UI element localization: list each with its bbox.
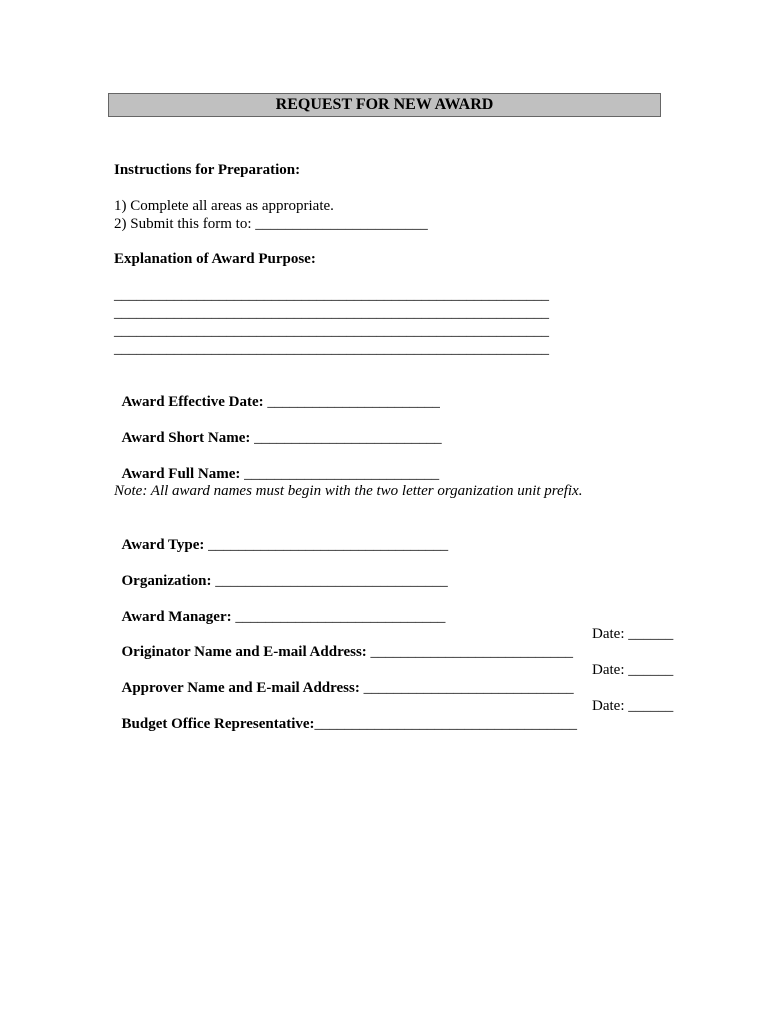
budget-label: Budget Office Representative: (121, 716, 315, 732)
organization-label: Organization: (121, 573, 212, 589)
purpose-line-3: __________________________________________________________ (114, 323, 549, 339)
approver-date: Date: ______ (592, 662, 674, 678)
approver-row (114, 661, 574, 697)
originator-label: Originator Name and E-mail Address: (121, 644, 367, 660)
budget-date: Date: ______ (592, 698, 674, 714)
budget-blank: ___________________________________ (314, 716, 578, 732)
effective-date-row (114, 375, 440, 411)
award-manager-row (114, 590, 445, 626)
purpose-line-1: __________________________________________________________ (114, 287, 549, 303)
award-type-label: Award Type: (121, 537, 205, 553)
full-name-label: Award Full Name: (121, 466, 241, 482)
purpose-line-2: __________________________________________________________ (114, 305, 549, 321)
form-title: REQUEST FOR NEW AWARD (108, 93, 661, 117)
originator-date: Date: ______ (592, 626, 674, 642)
budget-row (114, 697, 577, 733)
purpose-line-4: __________________________________________________________ (114, 341, 549, 357)
award-manager-blank: ____________________________ (231, 609, 446, 625)
full-name-blank: __________________________ (240, 466, 440, 482)
instruction-step-2: 2) Submit this form to: _______________________ (114, 216, 428, 232)
short-name-blank: _________________________ (250, 430, 442, 446)
award-manager-label: Award Manager: (121, 609, 232, 625)
short-name-row (114, 411, 442, 447)
approver-blank: ____________________________ (359, 680, 574, 696)
organization-row (114, 554, 448, 590)
instructions-heading: Instructions for Preparation: (114, 162, 301, 178)
full-name-row (114, 447, 439, 483)
purpose-heading: Explanation of Award Purpose: (114, 251, 316, 267)
originator-blank: ___________________________ (366, 644, 574, 660)
originator-row (114, 625, 573, 661)
effective-date-blank: _______________________ (263, 394, 440, 410)
approver-label: Approver Name and E-mail Address: (121, 680, 360, 696)
organization-blank: _______________________________ (211, 573, 448, 589)
award-type-row (114, 518, 448, 554)
short-name-label: Award Short Name: (121, 430, 251, 446)
award-name-note: Note: All award names must begin with the two letter organization unit prefix. (114, 483, 583, 499)
award-type-blank: ________________________________ (204, 537, 449, 553)
effective-date-label: Award Effective Date: (121, 394, 264, 410)
instruction-step-1: 1) Complete all areas as appropriate. (114, 198, 334, 214)
